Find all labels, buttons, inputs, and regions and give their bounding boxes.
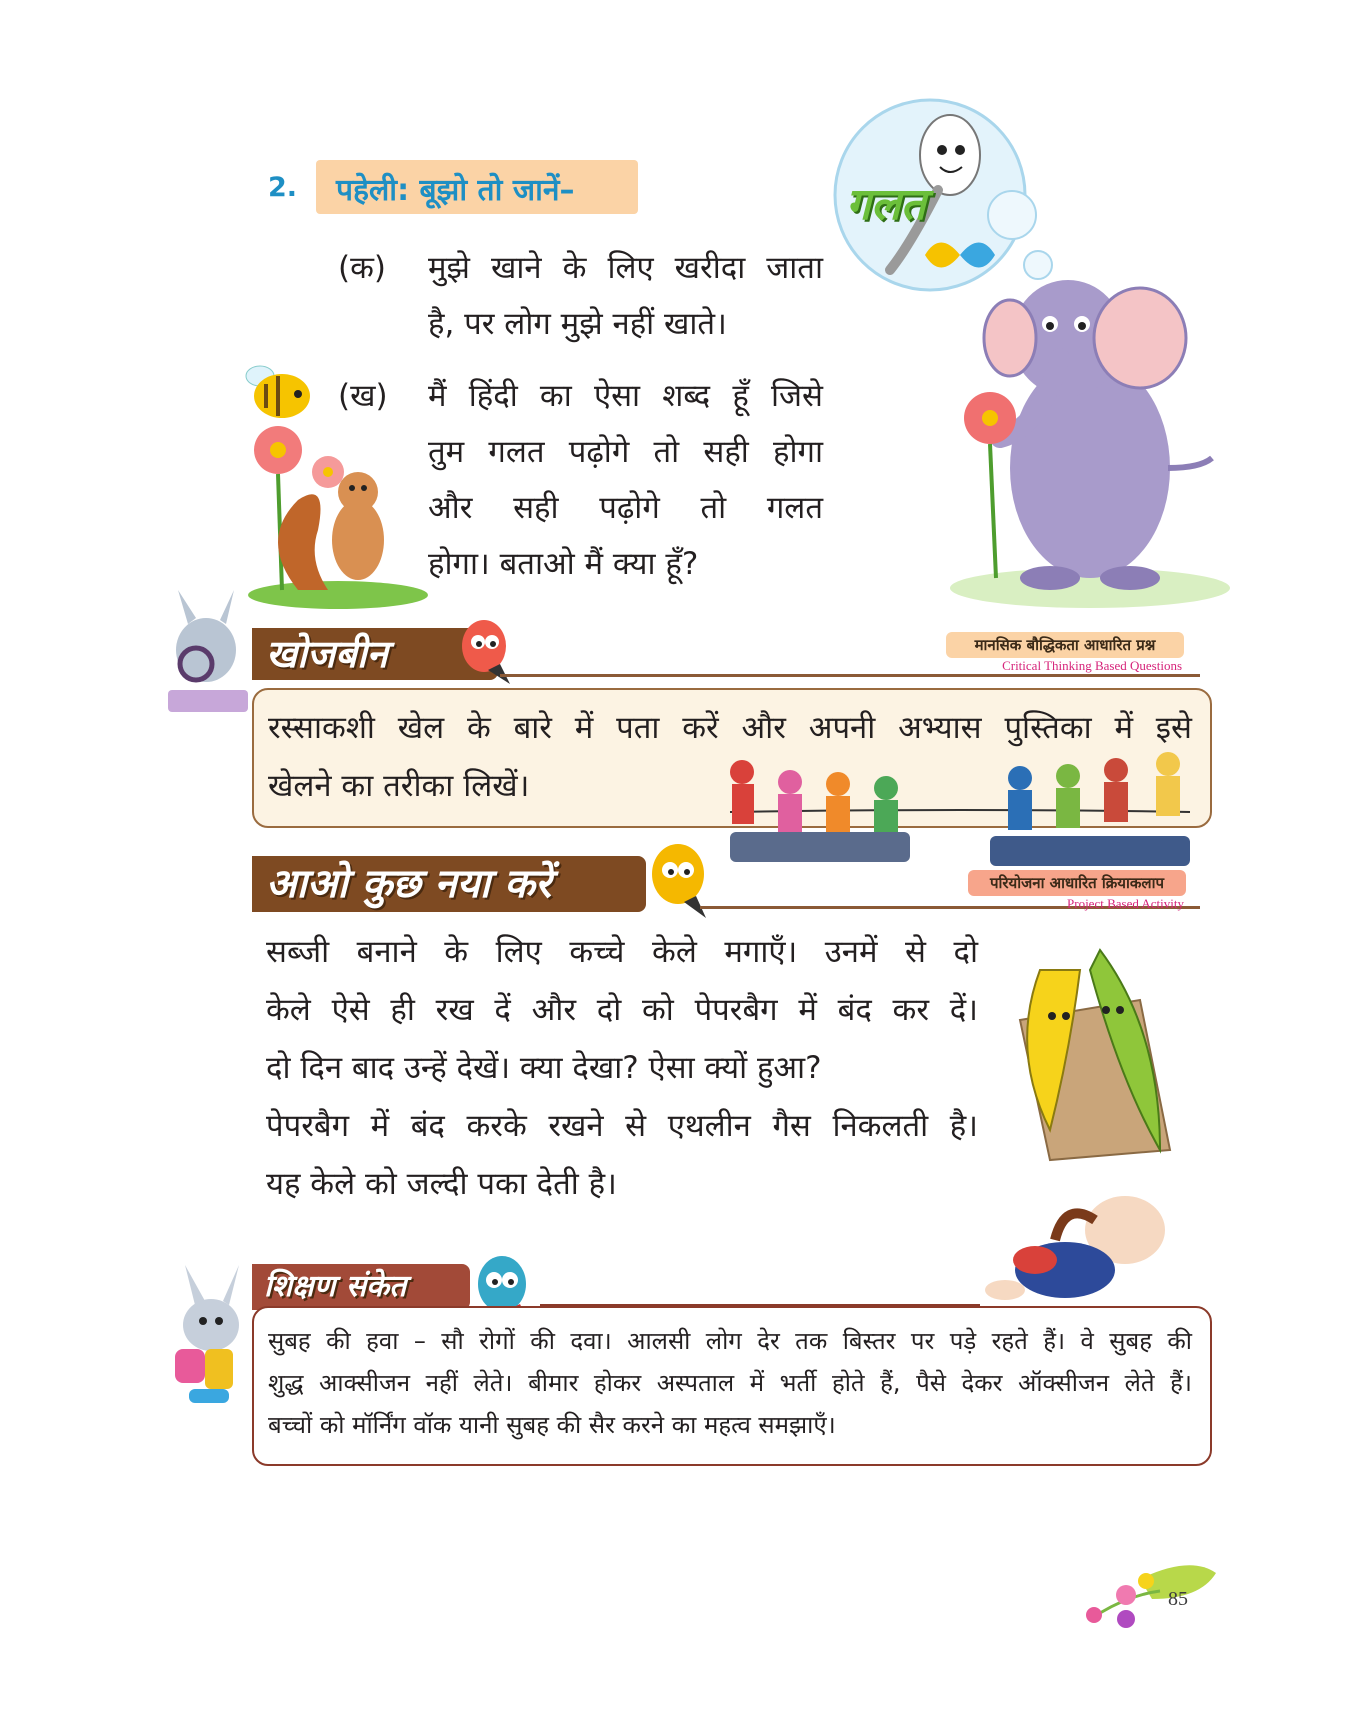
riddle-ka-line: है, पर लोग मुझे नहीं खाते। bbox=[428, 306, 727, 342]
bubble-word: गलत bbox=[846, 179, 926, 230]
activity-line: सब्जी बनाने के लिए कच्चे केले मगाएँ। उनमें से दो bbox=[266, 934, 978, 970]
activity-line: दो दिन बाद उन्हें देखें। क्या देखा? ऐसा क्यों हुआ? bbox=[266, 1050, 822, 1086]
riddle-ka-label: (क) bbox=[338, 250, 386, 286]
activity-heading: आओ कुछ नया करें bbox=[252, 856, 646, 912]
elephant-illustration bbox=[940, 268, 1240, 613]
khojbeen-heading: खोजबीन bbox=[252, 628, 498, 680]
project-activity-tag-english: Project Based Activity bbox=[1067, 896, 1184, 911]
shikshan-line: सुबह की हवा – सौ रोगों की दवा। आलसी लोग देर तक बिस्तर पर पड़े रहते हैं। वे सुबह की bbox=[268, 1327, 1192, 1355]
sleeping-girl-illustration bbox=[975, 1190, 1205, 1320]
riddle-kha-text bbox=[428, 368, 823, 592]
riddle-ka-line: मुझे खाने के लिए खरीदा जाता bbox=[428, 250, 823, 286]
pencil-mascot-icon bbox=[640, 836, 720, 922]
project-activity-tag: परियोजना आधारित क्रियाकलाप bbox=[968, 870, 1186, 896]
critical-thinking-tag: मानसिक बौद्धिकता आधारित प्रश्न bbox=[946, 632, 1184, 658]
question-number: 2. bbox=[268, 172, 298, 203]
activity-text bbox=[266, 924, 978, 1214]
riddle-ka-text bbox=[428, 240, 823, 352]
page-number: 85 bbox=[1168, 1588, 1188, 1610]
activity-line: पेपरबैग में बंद करके रखने से एथलीन गैस निकलती है। bbox=[266, 1108, 978, 1144]
bee-illustration bbox=[240, 356, 320, 426]
rabbit-magnifier-illustration bbox=[150, 590, 260, 720]
shikshan-heading: शिक्षण संकेत bbox=[252, 1264, 470, 1310]
khojbeen-line: रस्साकशी खेल के बारे में पता करें और अपनी अभ्यास पुस्तिका में इसे bbox=[268, 710, 1192, 746]
riddle-kha-label: (ख) bbox=[338, 378, 388, 414]
critical-thinking-tag-english: Critical Thinking Based Questions bbox=[1002, 658, 1182, 673]
riddle-title: पहेली: बूझो तो जानें– bbox=[336, 173, 575, 208]
khojbeen-line: खेलने का तरीका लिखें। bbox=[268, 768, 530, 804]
shikshan-line: बच्चों को मॉर्निंग वॉक यानी सुबह की सैर करने का महत्व समझाएँ। bbox=[268, 1411, 836, 1439]
riddle-kha-line: और सही पढ़ोगे तो गलत bbox=[428, 490, 823, 526]
shikshan-text bbox=[268, 1320, 1192, 1446]
page-number-flower-decoration bbox=[1080, 1555, 1220, 1635]
banana-paperbag-illustration bbox=[990, 930, 1190, 1170]
shikshan-line: शुद्ध आक्सीजन नहीं लेते। बीमार होकर अस्पताल में भर्ती होते हैं, पैसे देकर ऑक्सीजन लेते हैं। bbox=[268, 1369, 1192, 1397]
activity-line: यह केले को जल्दी पका देती है। bbox=[266, 1166, 617, 1202]
riddle-kha-line: तुम गलत पढ़ोगे तो सही होगा bbox=[428, 434, 823, 470]
squirrel-flower-illustration bbox=[238, 420, 438, 610]
riddle-kha-line: मैं हिंदी का ऐसा शब्द हूँ जिसे bbox=[428, 378, 823, 414]
riddle-kha-line: होगा। बताओ मैं क्या हूँ? bbox=[428, 546, 699, 582]
khojbeen-rule bbox=[500, 674, 1200, 677]
rabbit-mascot-illustration bbox=[165, 1265, 255, 1415]
activity-line: केले ऐसे ही रख दें और दो को पेपरबैग में बंद कर दें। bbox=[266, 992, 978, 1028]
tug-of-war-illustration bbox=[720, 752, 1200, 882]
